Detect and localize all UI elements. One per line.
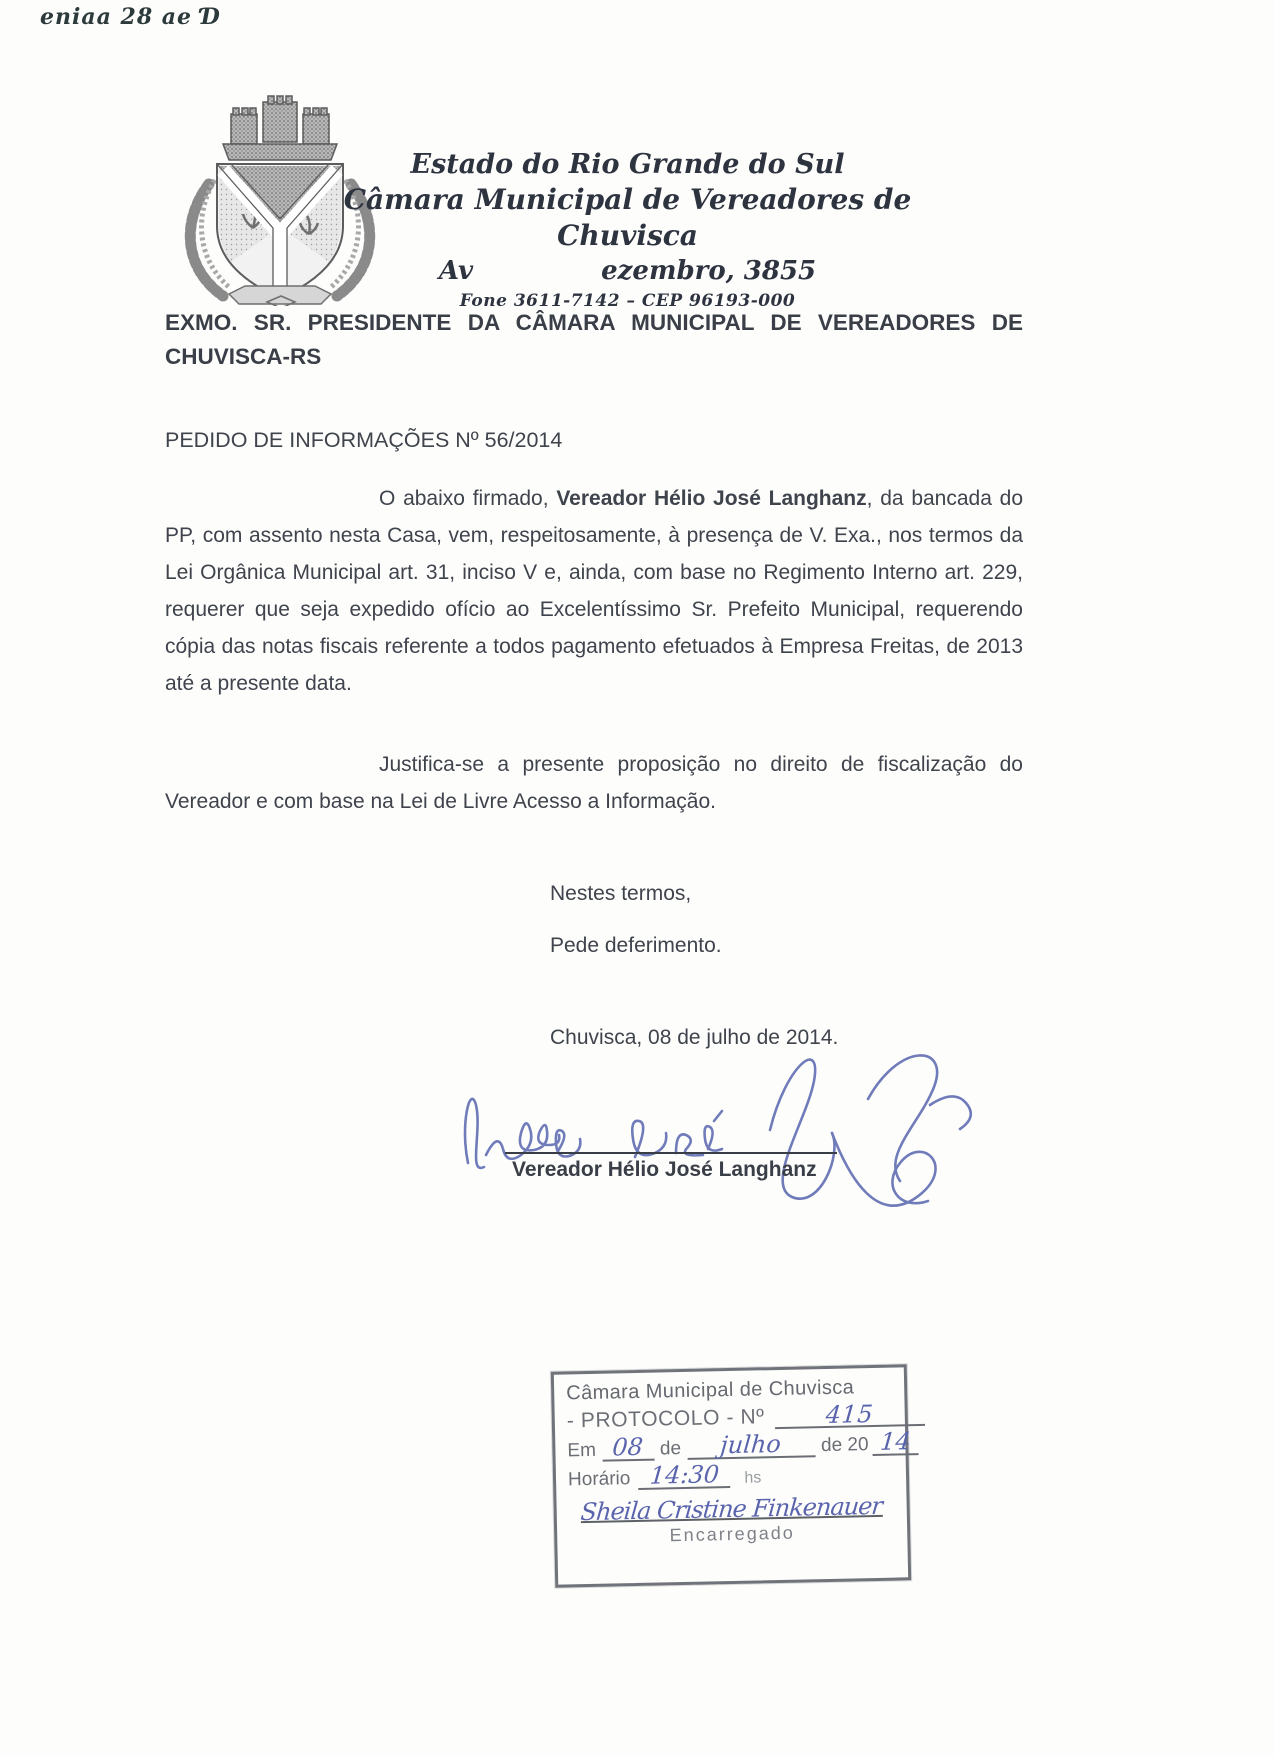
- stamp-clerk-signature: Sheila Cristine Finkenauer: [579, 1491, 884, 1527]
- letterhead-chamber: Câmara Municipal de Vereadores de Chuvisca: [343, 183, 912, 252]
- stamp-month-value: julho: [719, 1429, 783, 1460]
- stamp-protocol-label: - PROTOCOLO - Nº: [566, 1405, 765, 1433]
- letterhead: [340, 148, 915, 314]
- stamp-time-value: 14:30: [648, 1460, 721, 1490]
- stamp-protocol-field: [774, 1399, 924, 1430]
- stamp-role-label: Encarregado: [669, 1522, 795, 1546]
- stamp-protocol-number: 415: [824, 1399, 875, 1430]
- dateline: Chuvisca, 08 de julho de 2014.: [550, 1026, 839, 1049]
- letterhead-address-left: Av: [438, 256, 474, 286]
- signature-printed-name: Vereador Hélio José Langhanz: [512, 1158, 817, 1181]
- p1-prefix: O abaixo firmado,: [379, 487, 557, 510]
- letterhead-phone-cep: Fone 3611-7142 – CEP 96193-000: [459, 291, 796, 311]
- closing-line-2: Pede deferimento.: [550, 934, 722, 957]
- stamp-month-field: [687, 1429, 815, 1460]
- stamp-day-field: [602, 1432, 654, 1462]
- stamp-hs-label: hs: [744, 1469, 762, 1487]
- letterhead-state: Estado do Rio Grande do Sul: [410, 149, 845, 180]
- stamp-protocol-row: [566, 1399, 893, 1434]
- body-paragraph-1: [165, 480, 1023, 702]
- letterhead-address: [340, 254, 915, 288]
- stamp-year-value: 14: [879, 1427, 912, 1456]
- closing-line-1: Nestes termos,: [550, 882, 692, 905]
- p1-suffix: , da bancada do PP, com assento nesta Casa, vem, respeitosamente, à presença de V. Exa., nos termos da Lei Orgânica Municipal art. 31, inciso V e, ainda, com base no Regimento Interno art. 229, requerer que seja expedido ofício ao Excelentíssimo Sr. Prefeito Municipal, requerendo cópia das notas fiscais referente a todos pagamento efetuados à Empresa Freitas, de 2013 até a presente data.: [165, 487, 1023, 695]
- stamp-title: Câmara Municipal de Chuvisca: [566, 1376, 855, 1405]
- body-paragraph-2: Justifica-se a presente proposição no direito de fiscalização do Vereador e com base na Lei de Livre Acesso a Informação.: [165, 753, 1023, 813]
- stamp-time-field: [638, 1460, 730, 1490]
- p1-author-name: Vereador Hélio José Langhanz: [556, 487, 867, 510]
- handwritten-signature: [430, 1035, 1020, 1250]
- stamp-horario-label: Horário: [567, 1468, 631, 1491]
- stamp-de-label: de: [659, 1438, 682, 1460]
- signature-line: [505, 1152, 837, 1154]
- stamp-em-label: Em: [567, 1439, 597, 1462]
- recipient-heading: EXMO. SR. PRESIDENTE DA CÂMARA MUNICIPAL DE VEREADORES DE CHUVISCA-RS: [165, 310, 1023, 369]
- signature-ink-icon: [430, 1035, 1020, 1245]
- subject-line: PEDIDO DE INFORMAÇÕES Nº 56/2014: [165, 428, 563, 452]
- protocol-stamp: [551, 1364, 911, 1587]
- stamp-de20-label: de 20: [820, 1434, 869, 1457]
- stamp-date-row: [567, 1427, 912, 1463]
- stamp-clerk-line: [579, 1491, 884, 1527]
- letterhead-address-right: ezembro, 3855: [601, 256, 817, 286]
- corner-note: eniaa 28 ae Ɗ: [40, 4, 221, 30]
- stamp-year-field: [872, 1427, 918, 1456]
- stamp-day-value: 08: [611, 1432, 645, 1462]
- stamp-time-row: [568, 1462, 894, 1492]
